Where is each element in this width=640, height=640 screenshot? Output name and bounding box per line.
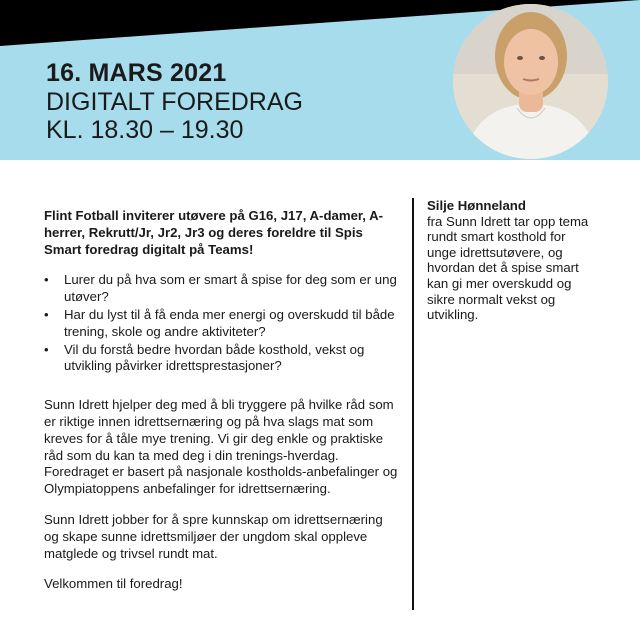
speaker-photo (453, 4, 608, 159)
bullet-icon: • (44, 341, 49, 357)
list-item (44, 272, 400, 306)
mission-paragraph: Sunn Idrett jobber for å spre kunnskap om idrettsernæring og skape sunne idrettsmiljøer der ungdom skal oppleve matglede og trivsel rundt mat. (44, 511, 383, 561)
intro-text: Flint Fotball inviterer utøvere på G16, J17, A-damer, A-herrer, Rekrutt/Jr, Jr2, Jr3 og deres foreldre til Spis Smart foredrag digitalt på Teams! (44, 208, 384, 257)
event-title: DIGITALT FOREDRAG (46, 88, 303, 116)
list-item-text: Lurer du på hva som er smart å spise for deg som er ung utøver? (64, 272, 397, 305)
bullet-icon: • (44, 306, 49, 322)
question-list (44, 272, 400, 375)
speaker-name: Silje Hønneland (427, 198, 526, 213)
event-date: 16. MARS 2021 (46, 59, 227, 87)
event-header (46, 58, 303, 144)
event-time: KL. 18.30 – 19.30 (46, 116, 244, 144)
closing-text: Velkommen til foredrag! (44, 576, 183, 592)
list-item-text: Vil du forstå bedre hvordan både kosthold, vekst og utvikling påvirker idrettsprestasjoner? (64, 341, 365, 374)
main-content (44, 208, 400, 607)
bullet-icon: • (44, 272, 49, 288)
list-item (44, 342, 400, 376)
description-paragraph: Sunn Idrett hjelper deg med å bli tryggere på hvilke råd som er riktige innen idrettsernæring og på hva slags mat som kreves for å tåle mye trening. Vi gir deg enkle og praktiske råd som du kan ta med deg i din trenings-hverdag. Foredraget er basert på nasjonale kostholds-anbefalinger og Olympiatoppens anbefalinger for idrettsernæring. (44, 397, 398, 497)
list-item (44, 307, 400, 341)
speaker-info (427, 198, 597, 323)
list-item-text: Har du lyst til å få enda mer energi og overskudd til både trening, skole og andre aktiviteter? (64, 306, 395, 339)
vertical-divider (412, 198, 414, 610)
speaker-bio: fra Sunn Idrett tar opp tema rundt smart kosthold for unge idrettsutøvere, og hvordan det å spise smart kan gi mer overskudd og sikre normalt vekst og utvikling. (427, 213, 589, 323)
